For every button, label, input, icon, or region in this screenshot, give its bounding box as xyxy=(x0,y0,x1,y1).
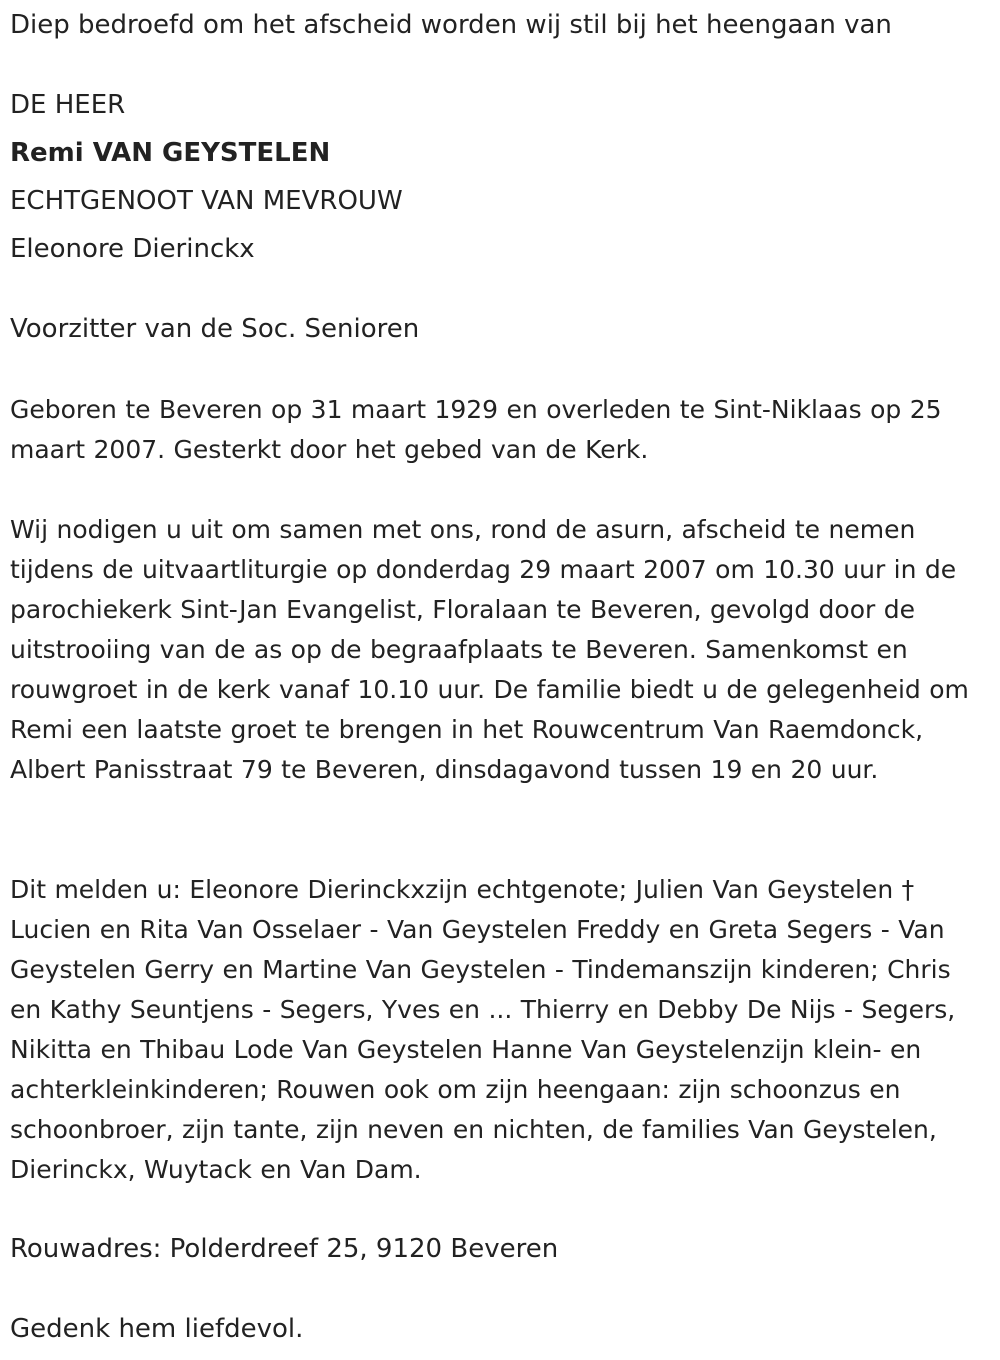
closing-text: Gedenk hem liefdevol. xyxy=(10,1314,304,1344)
birth-death-paragraph: Geboren te Beveren op 31 maart 1929 en overleden te Sint-Niklaas op 25 maart 2007. Gesterkt door het gebed van de Kerk. xyxy=(10,395,942,464)
deceased-name: Remi VAN GEYSTELEN xyxy=(10,138,331,168)
family-paragraph: Dit melden u: Eleonore Dierinckxzijn echtgenote; Julien Van Geystelen † Lucien en Rita Van Osselaer - Van Geystelen Freddy en Greta Segers - Van Geystelen Gerry en Martine Van Geystelen - Tindemanszijn kinderen; Chris en Kathy Seuntjens - Segers, Yves en ... Thierry en Debby De Nijs - Segers, Nikitta en Thibau Lode Van Geystelen Hanne Van Geystelenzijn klein- en achterkleinkinderen; Rouwen ook om zijn heengaan: zijn schoonzus en schoonbroer, zijn tante, zijn neven en nichten, de families Van Geystelen, Dierinckx, Wuytack en Van Dam. xyxy=(10,875,956,1184)
intro-text: Diep bedroefd om het afscheid worden wij stil bij het heengaan van xyxy=(10,10,892,40)
spouse-label: ECHTGENOOT VAN MEVROUW xyxy=(10,186,403,216)
invitation-paragraph: Wij nodigen u uit om samen met ons, rond de asurn, afscheid te nemen tijdens de uitvaartliturgie op donderdag 29 maart 2007 om 10.30 uur in de parochiekerk Sint-Jan Evangelist, Floralaan te Beveren, gevolgd door de uitstrooiing van de as op de begraafplaats te Beveren. Samenkomst en rouwgroet in de kerk vanaf 10.10 uur. De familie biedt u de gelegenheid om Remi een laatste groet te brengen in het Rouwcentrum Van Raemdonck, Albert Panisstraat 79 te Beveren, dinsdagavond tussen 19 en 20 uur. xyxy=(10,515,969,784)
role-text: Voorzitter van de Soc. Senioren xyxy=(10,314,420,344)
mourning-address: Rouwadres: Polderdreef 25, 9120 Beveren xyxy=(10,1234,559,1264)
spouse-name: Eleonore Dierinckx xyxy=(10,234,255,264)
title-prefix: DE HEER xyxy=(10,90,126,120)
